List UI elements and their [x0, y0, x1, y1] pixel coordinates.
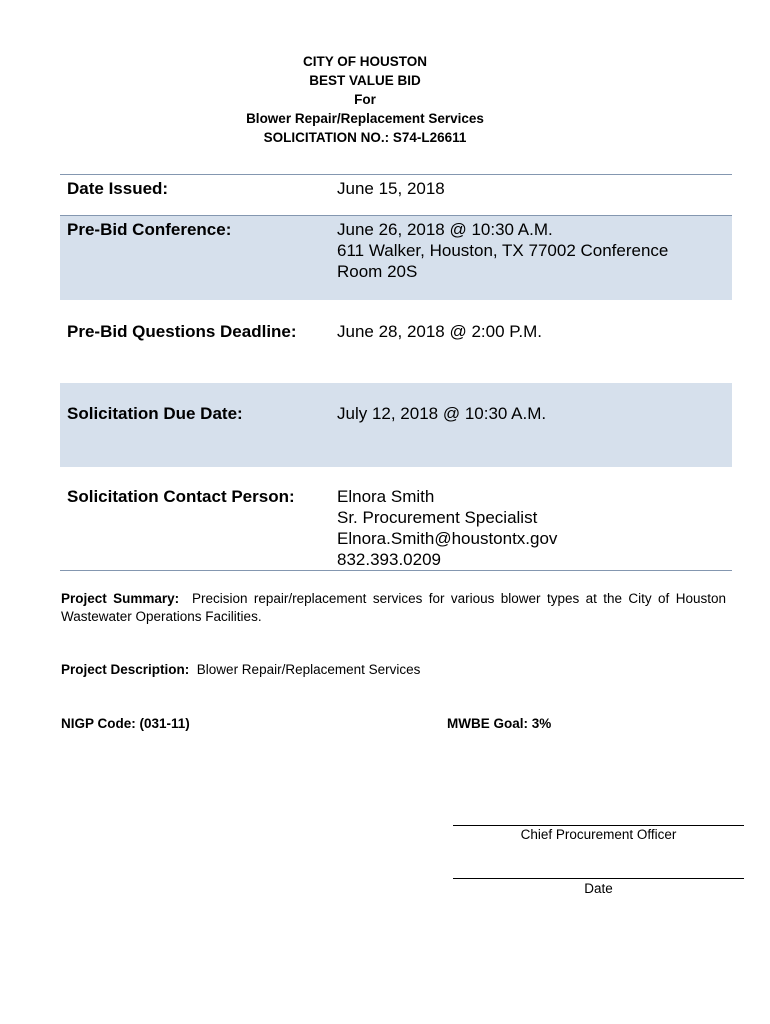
document-header	[0, 52, 730, 147]
row-date-issued	[60, 175, 732, 216]
contact-person-label: Solicitation Contact Person:	[67, 487, 295, 506]
questions-deadline-label: Pre-Bid Questions Deadline:	[67, 322, 297, 341]
header-bid-type: BEST VALUE BID	[309, 73, 421, 88]
nigp-code: NIGP Code: (031-11)	[61, 716, 190, 731]
conference-datetime: June 26, 2018 @ 10:30 A.M.	[337, 220, 553, 239]
header-city: CITY OF HOUSTON	[302, 54, 427, 69]
project-summary-label: Project Summary:	[61, 591, 180, 606]
contact-name: Elnora Smith	[337, 487, 435, 506]
header-for: For	[354, 92, 376, 107]
project-description	[61, 661, 420, 679]
row-questions-deadline	[60, 300, 732, 383]
date-issued-value: June 15, 2018	[337, 179, 445, 198]
date-signature-line	[453, 878, 744, 879]
due-date-label: Solicitation Due Date:	[67, 404, 243, 423]
contact-title: Sr. Procurement Specialist	[337, 508, 538, 527]
pre-bid-conference-label: Pre-Bid Conference:	[67, 220, 232, 239]
due-date-value: July 12, 2018 @ 10:30 A.M.	[337, 404, 547, 423]
conference-room: Room 20S	[337, 262, 418, 281]
project-summary	[61, 590, 726, 626]
contact-email: Elnora.Smith@houstontx.gov	[337, 529, 558, 548]
pre-bid-conference-value	[337, 219, 722, 282]
solicitation-info-table	[60, 174, 732, 571]
date-issued-label: Date Issued:	[67, 179, 169, 198]
row-due-date	[60, 383, 732, 467]
conference-address: 611 Walker, Houston, TX 77002 Conference	[337, 241, 669, 260]
project-description-label: Project Description:	[61, 662, 190, 677]
contact-phone: 832.393.0209	[337, 550, 441, 569]
header-service: Blower Repair/Replacement Services	[246, 111, 484, 126]
row-contact-person	[60, 467, 732, 570]
date-signature-label: Date	[584, 881, 613, 896]
questions-deadline-value: June 28, 2018 @ 2:00 P.M.	[337, 322, 543, 341]
contact-person-value	[337, 486, 722, 570]
project-description-text: Blower Repair/Replacement Services	[196, 662, 421, 677]
row-pre-bid-conference	[60, 216, 732, 300]
project-summary-text: Precision repair/replacement services for various blower types at the City of Houston Wastewater Operations Facilities.	[61, 591, 726, 624]
header-solicitation-number: SOLICITATION NO.: S74-L26611	[263, 130, 467, 145]
officer-signature-label: Chief Procurement Officer	[520, 827, 677, 842]
mwbe-goal: MWBE Goal: 3%	[447, 716, 552, 731]
